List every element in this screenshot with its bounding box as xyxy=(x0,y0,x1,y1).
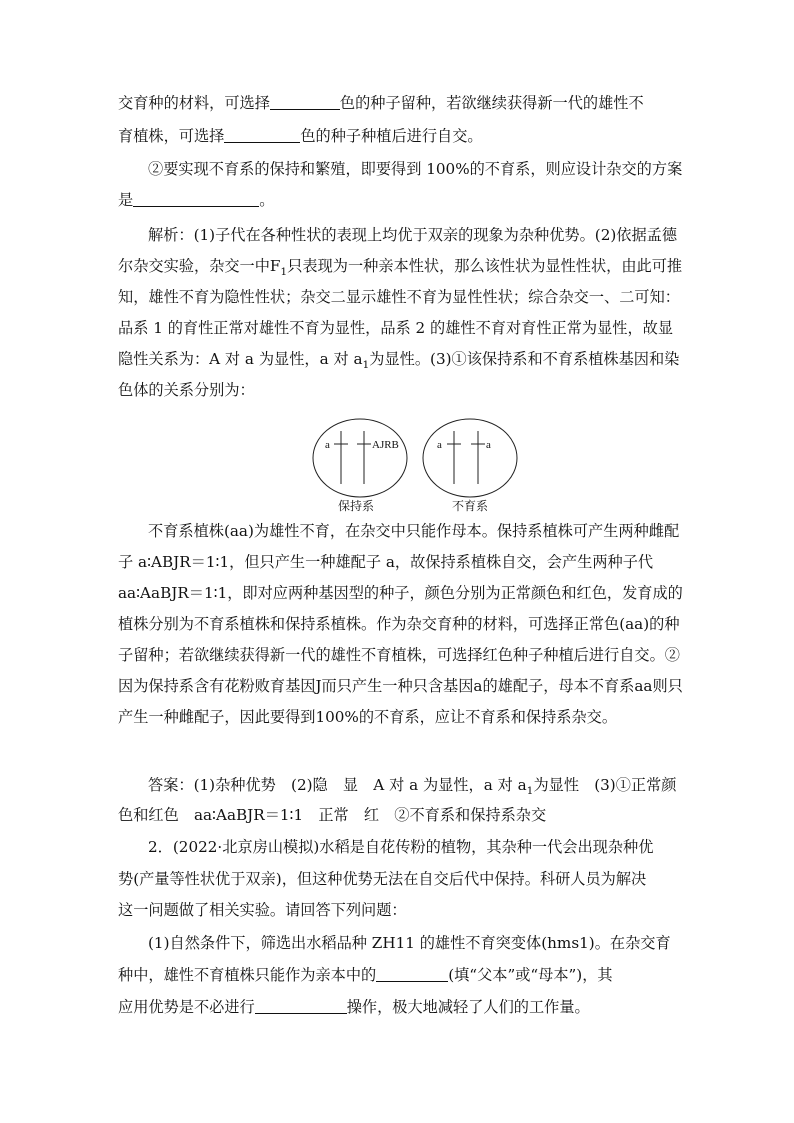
fill-blank[interactable] xyxy=(255,997,347,1014)
sterile-line-cell xyxy=(423,419,517,497)
text: 操作，极大地减轻了人们的工作量。 xyxy=(346,998,590,1016)
analysis-label: 解析： xyxy=(148,226,194,244)
fill-blank[interactable] xyxy=(133,190,259,207)
text: 色的种子留种，若欲继续获得新一代的雄性不 xyxy=(339,94,644,112)
text: 交育种的材料，可选择 xyxy=(118,94,270,112)
q2-sub1-line-2 xyxy=(118,960,688,991)
q2-line-2: 势(产量等性状优于双亲)，但这种优势无法在自交后代中保持。科研人员为解决 xyxy=(118,870,647,888)
text: 育植株，可选择 xyxy=(118,127,225,145)
keeper-line-caption: 保持系 xyxy=(338,499,375,513)
sterile-line-caption: 不育系 xyxy=(452,499,489,513)
text: 种中，雄性不育植株只能作为亲本中的 xyxy=(118,966,377,984)
text: 。 xyxy=(259,191,275,209)
q1-line-2 xyxy=(118,121,688,152)
keeper-line-cell xyxy=(313,419,407,497)
gene-label: a xyxy=(437,439,442,451)
q2-sub1-line-3 xyxy=(118,992,688,1023)
text: 色的种子种植后进行自交。 xyxy=(300,127,483,145)
text: (1)子代在各种性状的表现上均优于双亲的现象为杂种优势。(2)依据孟德尔杂交实验，杂交一中F xyxy=(118,226,678,275)
text: 为显性。(3)①该保持系和不育系植株基因和染色体的关系分别为： xyxy=(118,350,680,399)
gene-label: a xyxy=(325,439,330,451)
q2-sub1-line-1: (1)自然条件下，筛选出水稻品种 ZH11 的雄性不育突变体(hms1)。在杂交育 xyxy=(148,934,671,952)
analysis-paragraph-2: 不育系植株(aa)为雄性不育，在杂交中只能作母本。保持系植株可产生两种雌配子 a∶ABJR＝1∶1，但只产生一种雄配子 a，故保持系植株自交，会产生两种子代 aa∶AaBJR＝1∶1，即对应两种基因型的种子，颜色分别为正常颜色和红色，发育成的植株分别为不育系植株和保持系植株。作为杂交育种的材料，可选择正常色(aa)的种子留种；若欲继续获得新一代的雄性不育植株，可选择红色种子种植后进行自交。②因为保持系含有花粉败育基因J而只产生一种只含基因a的雄配子，母本不育系aa则只产生一种雌配子，因此要得到100%的不育系，应让不育系和保持系杂交。 xyxy=(118,522,683,726)
text: 为显性 (3)①正常颜 xyxy=(533,776,677,794)
analysis-paragraph-1 xyxy=(118,220,688,406)
q2-line-1: 2．(2022·北京房山模拟)水稻是自花传粉的植物，其杂种一代会出现杂种优 xyxy=(148,838,654,856)
subscript: 1 xyxy=(280,265,288,279)
answer-line-1 xyxy=(118,770,688,801)
answer-line-2: 色和红色 aa∶AaBJR＝1∶1 正常 红 ②不育系和保持系杂交 xyxy=(118,806,547,824)
fill-blank[interactable] xyxy=(224,126,300,143)
q1-line-1 xyxy=(118,88,688,119)
subscript: 1 xyxy=(362,358,370,372)
text: (1)杂种优势 (2)隐 显 A 对 a 为显性，a 对 a xyxy=(193,776,527,794)
fill-blank[interactable] xyxy=(376,965,448,982)
gene-label: a xyxy=(486,439,491,451)
q1-part-2 xyxy=(118,154,688,216)
fill-blank[interactable] xyxy=(270,93,340,110)
text: 应用优势是不必进行 xyxy=(118,998,255,1016)
answer-label: 答案： xyxy=(148,776,194,794)
q2-line-3: 这一问题做了相关实验。请回答下列问题： xyxy=(118,901,407,919)
text: ②要实现不育系的保持和繁殖，即要得到 100%的不育系，则应设计杂交的 xyxy=(148,160,652,178)
text: 只表现为一种亲本性状，那么该性状为显性性状，由此可推知，雄性不育为隐性性状；杂交二显示雄性不育为显性性状；综合杂交一、二可知：品系 1 的育性正常对雄性不育为显性，品系 2 的雄性不育对育性正常为显性，故显隐性关系为：A 对 a 为显性，a 对 a xyxy=(118,257,683,368)
text: 方案是 xyxy=(118,160,683,209)
gene-label: AJRB xyxy=(372,439,399,451)
subscript: 1 xyxy=(526,784,534,798)
chromosome-diagram xyxy=(312,414,524,514)
text: (填“父本”或“母本”)，其 xyxy=(448,966,613,984)
